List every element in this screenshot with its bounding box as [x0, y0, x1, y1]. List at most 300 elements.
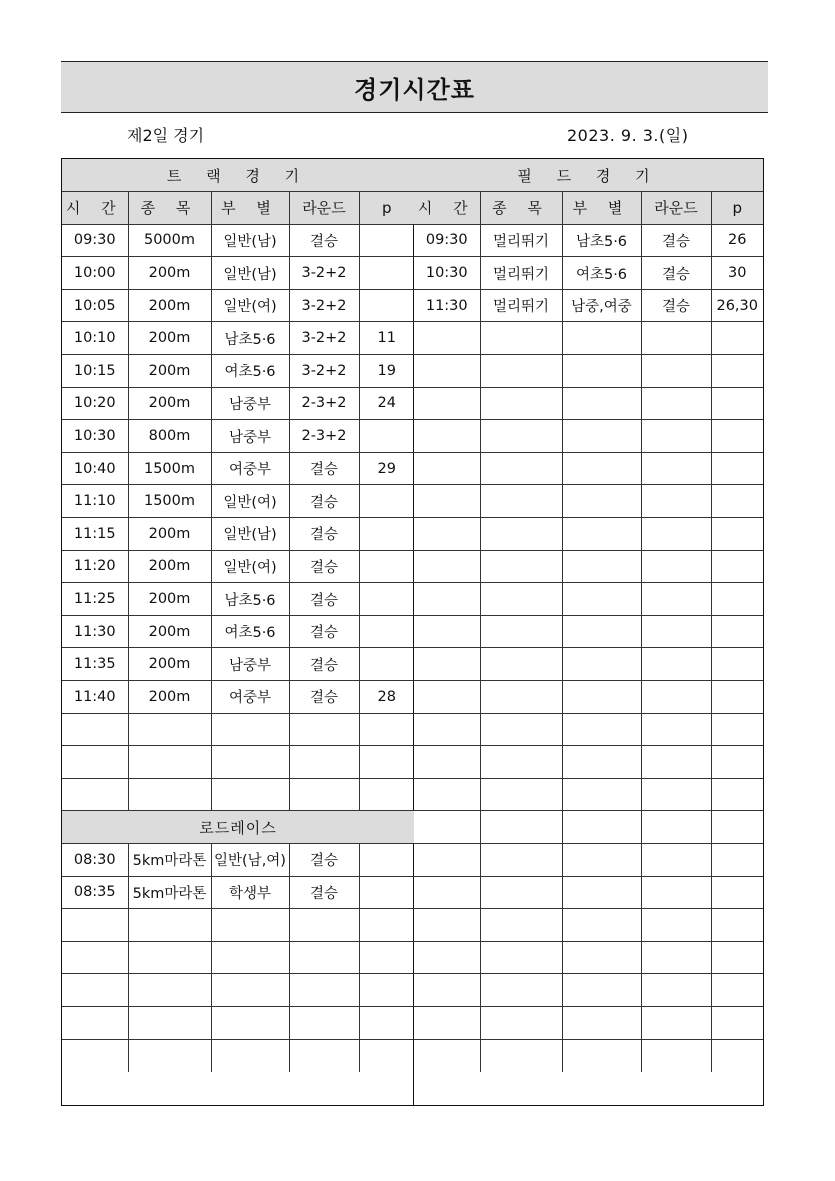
- field-round-cell: [641, 518, 711, 551]
- table-row: [414, 257, 763, 290]
- track-page-cell: [359, 518, 414, 551]
- track-division-cell: 일반(남): [211, 257, 289, 290]
- track-time-cell: 11:15: [62, 518, 128, 551]
- track-event-cell: 800m: [128, 420, 211, 453]
- field-page-cell: [711, 452, 763, 485]
- track-round-cell: [289, 778, 359, 811]
- field-round-cell: [641, 583, 711, 616]
- field-division-cell: [562, 713, 641, 746]
- road-section-label: 로드레이스: [62, 811, 414, 844]
- table-row: [62, 387, 414, 420]
- track-event-cell: 1500m: [128, 452, 211, 485]
- field-header-row: [414, 192, 763, 225]
- track-event-cell: 200m: [128, 518, 211, 551]
- field-event-cell: [480, 387, 562, 420]
- field-page-cell: [711, 322, 763, 355]
- road-time-cell: [62, 1006, 128, 1039]
- field-event-cell: [480, 843, 562, 876]
- table-row: [62, 355, 414, 388]
- field-time-cell: [414, 876, 480, 909]
- table-row: [414, 355, 763, 388]
- table-row: [62, 1039, 414, 1072]
- table-row: [414, 811, 763, 844]
- field-time-cell: [414, 355, 480, 388]
- field-event-cell: [480, 518, 562, 551]
- track-division-cell: 남중부: [211, 420, 289, 453]
- track-event-cell: 200m: [128, 550, 211, 583]
- field-page-cell: [711, 420, 763, 453]
- track-division-cell: 여중부: [211, 452, 289, 485]
- table-row: [414, 224, 763, 257]
- field-page-cell: [711, 1039, 763, 1072]
- track-division-cell: 여초5·6: [211, 615, 289, 648]
- road-division-cell: [211, 974, 289, 1007]
- track-event-cell: 200m: [128, 615, 211, 648]
- track-section-label-row: [62, 159, 414, 192]
- table-row: [414, 387, 763, 420]
- track-round-cell: 2-3+2: [289, 387, 359, 420]
- track-page-cell: [359, 615, 414, 648]
- track-division-cell: 일반(남): [211, 224, 289, 257]
- table-row: [414, 648, 763, 681]
- field-table: [414, 159, 763, 1072]
- track-division-cell: 남초5·6: [211, 583, 289, 616]
- field-header-round: 라운드: [641, 192, 711, 225]
- field-event-cell: [480, 746, 562, 779]
- field-round-cell: [641, 909, 711, 942]
- road-round-cell: 결승: [289, 876, 359, 909]
- field-division-cell: [562, 1039, 641, 1072]
- field-round-cell: [641, 843, 711, 876]
- field-division-cell: [562, 452, 641, 485]
- road-division-cell: [211, 1006, 289, 1039]
- road-event-cell: 5km마라톤: [128, 876, 211, 909]
- road-page-cell: [359, 909, 414, 942]
- track-round-cell: [289, 713, 359, 746]
- road-division-cell: [211, 1039, 289, 1072]
- track-time-cell: 11:35: [62, 648, 128, 681]
- track-time-cell: 10:05: [62, 289, 128, 322]
- track-event-cell: [128, 778, 211, 811]
- track-time-cell: [62, 778, 128, 811]
- road-event-cell: [128, 1039, 211, 1072]
- track-event-cell: 5000m: [128, 224, 211, 257]
- field-page-cell: [711, 941, 763, 974]
- road-event-cell: [128, 974, 211, 1007]
- track-time-cell: 10:40: [62, 452, 128, 485]
- table-row: [62, 974, 414, 1007]
- field-time-cell: [414, 1039, 480, 1072]
- track-round-cell: 3-2+2: [289, 257, 359, 290]
- track-event-cell: [128, 713, 211, 746]
- field-round-cell: [641, 615, 711, 648]
- track-header-time: 시 간: [62, 192, 128, 225]
- track-time-cell: 11:40: [62, 681, 128, 714]
- track-event-cell: 200m: [128, 648, 211, 681]
- field-page-cell: [711, 550, 763, 583]
- track-event-cell: 200m: [128, 583, 211, 616]
- field-round-cell: [641, 485, 711, 518]
- road-round-cell: [289, 909, 359, 942]
- road-division-cell: 일반(남,여): [211, 843, 289, 876]
- field-time-cell: [414, 681, 480, 714]
- field-time-cell: [414, 1006, 480, 1039]
- track-section-label: 트 랙 경 기: [62, 159, 414, 192]
- field-division-cell: [562, 909, 641, 942]
- track-time-cell: [62, 713, 128, 746]
- field-time-cell: [414, 648, 480, 681]
- field-time-cell: [414, 843, 480, 876]
- track-time-cell: 10:10: [62, 322, 128, 355]
- field-section: [414, 159, 763, 1105]
- field-round-cell: [641, 941, 711, 974]
- field-round-cell: [641, 1039, 711, 1072]
- track-page-cell: [359, 550, 414, 583]
- field-time-cell: 10:30: [414, 257, 480, 290]
- track-page-cell: 19: [359, 355, 414, 388]
- road-time-cell: [62, 941, 128, 974]
- field-page-cell: [711, 974, 763, 1007]
- track-round-cell: 결승: [289, 583, 359, 616]
- table-row: [62, 713, 414, 746]
- table-row: [62, 485, 414, 518]
- field-time-cell: 11:30: [414, 289, 480, 322]
- road-round-cell: [289, 941, 359, 974]
- field-page-cell: [711, 713, 763, 746]
- track-division-cell: 일반(여): [211, 550, 289, 583]
- field-event-cell: [480, 713, 562, 746]
- track-division-cell: 일반(남): [211, 518, 289, 551]
- table-row: [414, 420, 763, 453]
- track-division-cell: [211, 713, 289, 746]
- field-division-cell: [562, 322, 641, 355]
- table-row: [414, 550, 763, 583]
- field-header-page: p: [711, 192, 763, 225]
- road-section-label-row: [62, 811, 414, 844]
- table-row: [62, 257, 414, 290]
- track-page-cell: [359, 778, 414, 811]
- field-round-cell: [641, 876, 711, 909]
- track-round-cell: 3-2+2: [289, 322, 359, 355]
- field-round-cell: [641, 974, 711, 1007]
- field-page-cell: [711, 1006, 763, 1039]
- table-row: [414, 1039, 763, 1072]
- table-row: [62, 746, 414, 779]
- field-page-cell: [711, 387, 763, 420]
- track-event-cell: 200m: [128, 681, 211, 714]
- field-division-cell: [562, 811, 641, 844]
- field-page-cell: [711, 811, 763, 844]
- table-row: [414, 583, 763, 616]
- field-division-cell: [562, 615, 641, 648]
- table-row: [414, 778, 763, 811]
- track-page-cell: [359, 224, 414, 257]
- table-row: [414, 518, 763, 551]
- field-division-cell: [562, 583, 641, 616]
- track-division-cell: 남초5·6: [211, 322, 289, 355]
- road-time-cell: [62, 1039, 128, 1072]
- track-page-cell: [359, 485, 414, 518]
- track-time-cell: 10:15: [62, 355, 128, 388]
- track-round-cell: [289, 746, 359, 779]
- track-table: [62, 159, 414, 1072]
- field-section-label-row: [414, 159, 763, 192]
- field-page-cell: [711, 648, 763, 681]
- track-round-cell: 결승: [289, 550, 359, 583]
- table-row: [414, 941, 763, 974]
- field-time-cell: [414, 420, 480, 453]
- table-row: [62, 420, 414, 453]
- track-division-cell: 일반(여): [211, 485, 289, 518]
- track-round-cell: 결승: [289, 648, 359, 681]
- track-round-cell: 결승: [289, 615, 359, 648]
- field-division-cell: [562, 485, 641, 518]
- field-round-cell: [641, 452, 711, 485]
- track-event-cell: 200m: [128, 355, 211, 388]
- field-time-cell: [414, 909, 480, 942]
- table-row: [62, 909, 414, 942]
- field-division-cell: [562, 843, 641, 876]
- road-division-cell: [211, 909, 289, 942]
- road-page-cell: [359, 1039, 414, 1072]
- field-round-cell: [641, 811, 711, 844]
- field-time-cell: [414, 583, 480, 616]
- field-division-cell: [562, 681, 641, 714]
- field-event-cell: [480, 941, 562, 974]
- field-division-cell: 남중,여중: [562, 289, 641, 322]
- table-row: [62, 615, 414, 648]
- field-header-time: 시 간: [414, 192, 480, 225]
- track-page-cell: [359, 289, 414, 322]
- field-page-cell: 26: [711, 224, 763, 257]
- track-time-cell: 10:30: [62, 420, 128, 453]
- field-round-cell: 결승: [641, 289, 711, 322]
- track-page-cell: 24: [359, 387, 414, 420]
- field-time-cell: [414, 452, 480, 485]
- field-event-cell: [480, 909, 562, 942]
- track-division-cell: [211, 746, 289, 779]
- track-time-cell: [62, 746, 128, 779]
- road-time-cell: 08:30: [62, 843, 128, 876]
- field-event-cell: [480, 322, 562, 355]
- field-division-cell: [562, 1006, 641, 1039]
- field-round-cell: [641, 420, 711, 453]
- field-division-cell: [562, 355, 641, 388]
- table-row: [414, 681, 763, 714]
- track-page-cell: [359, 746, 414, 779]
- field-round-cell: 결승: [641, 224, 711, 257]
- field-round-cell: [641, 1006, 711, 1039]
- field-round-cell: [641, 713, 711, 746]
- road-page-cell: [359, 974, 414, 1007]
- track-page-cell: 11: [359, 322, 414, 355]
- field-event-cell: [480, 485, 562, 518]
- table-row: [62, 452, 414, 485]
- field-round-cell: [641, 355, 711, 388]
- field-division-cell: 남초5·6: [562, 224, 641, 257]
- road-event-cell: [128, 1006, 211, 1039]
- road-division-cell: [211, 941, 289, 974]
- field-event-cell: [480, 550, 562, 583]
- road-time-cell: [62, 974, 128, 1007]
- field-page-cell: [711, 681, 763, 714]
- table-row: [62, 289, 414, 322]
- track-division-cell: 일반(여): [211, 289, 289, 322]
- road-time-cell: 08:35: [62, 876, 128, 909]
- field-round-cell: [641, 681, 711, 714]
- track-page-cell: 29: [359, 452, 414, 485]
- track-time-cell: 10:20: [62, 387, 128, 420]
- field-time-cell: [414, 941, 480, 974]
- road-page-cell: [359, 876, 414, 909]
- table-row: [414, 713, 763, 746]
- track-page-cell: [359, 420, 414, 453]
- field-division-cell: [562, 974, 641, 1007]
- track-round-cell: 결승: [289, 485, 359, 518]
- field-page-cell: [711, 778, 763, 811]
- road-round-cell: 결승: [289, 843, 359, 876]
- field-event-cell: [480, 974, 562, 1007]
- track-page-cell: [359, 583, 414, 616]
- field-page-cell: [711, 909, 763, 942]
- road-page-cell: [359, 843, 414, 876]
- field-event-cell: 멀리뛰기: [480, 224, 562, 257]
- track-round-cell: 결승: [289, 452, 359, 485]
- track-time-cell: 11:10: [62, 485, 128, 518]
- track-time-cell: 10:00: [62, 257, 128, 290]
- track-division-cell: 남중부: [211, 648, 289, 681]
- field-round-cell: 결승: [641, 257, 711, 290]
- field-event-cell: 멀리뛰기: [480, 257, 562, 290]
- field-round-cell: [641, 387, 711, 420]
- track-event-cell: [128, 746, 211, 779]
- track-round-cell: 결승: [289, 681, 359, 714]
- track-round-cell: 2-3+2: [289, 420, 359, 453]
- track-division-cell: 여초5·6: [211, 355, 289, 388]
- field-time-cell: [414, 518, 480, 551]
- field-round-cell: [641, 322, 711, 355]
- track-time-cell: 11:30: [62, 615, 128, 648]
- field-event-cell: 멀리뛰기: [480, 289, 562, 322]
- field-event-cell: [480, 615, 562, 648]
- table-row: [62, 778, 414, 811]
- road-event-cell: [128, 909, 211, 942]
- field-time-cell: [414, 485, 480, 518]
- field-event-cell: [480, 1039, 562, 1072]
- road-round-cell: [289, 974, 359, 1007]
- field-division-cell: [562, 387, 641, 420]
- track-header-row: [62, 192, 414, 225]
- field-page-cell: 30: [711, 257, 763, 290]
- field-event-cell: [480, 681, 562, 714]
- field-page-cell: [711, 843, 763, 876]
- field-round-cell: [641, 550, 711, 583]
- table-row: [414, 289, 763, 322]
- field-division-cell: [562, 420, 641, 453]
- field-division-cell: [562, 778, 641, 811]
- field-page-cell: [711, 746, 763, 779]
- road-event-cell: 5km마라톤: [128, 843, 211, 876]
- field-event-cell: [480, 811, 562, 844]
- field-event-cell: [480, 876, 562, 909]
- track-event-cell: 200m: [128, 289, 211, 322]
- field-time-cell: [414, 713, 480, 746]
- table-row: [414, 322, 763, 355]
- table-row: [414, 746, 763, 779]
- field-page-cell: [711, 518, 763, 551]
- table-row: [62, 550, 414, 583]
- track-division-cell: 남중부: [211, 387, 289, 420]
- field-division-cell: [562, 648, 641, 681]
- track-division-cell: [211, 778, 289, 811]
- track-division-cell: 여중부: [211, 681, 289, 714]
- field-page-cell: [711, 876, 763, 909]
- field-event-cell: [480, 452, 562, 485]
- field-page-cell: [711, 615, 763, 648]
- field-time-cell: [414, 615, 480, 648]
- field-division-cell: [562, 746, 641, 779]
- table-row: [62, 843, 414, 876]
- table-row: [414, 452, 763, 485]
- road-round-cell: [289, 1006, 359, 1039]
- table-row: [62, 583, 414, 616]
- track-round-cell: 결승: [289, 518, 359, 551]
- field-division-cell: [562, 518, 641, 551]
- schedule-grid: [61, 158, 764, 1106]
- table-row: [414, 909, 763, 942]
- road-page-cell: [359, 1006, 414, 1039]
- road-round-cell: [289, 1039, 359, 1072]
- track-header-event: 종 목: [128, 192, 211, 225]
- road-time-cell: [62, 909, 128, 942]
- track-time-cell: 11:20: [62, 550, 128, 583]
- track-time-cell: 11:25: [62, 583, 128, 616]
- track-section: [62, 159, 414, 1105]
- field-header-division: 부 별: [562, 192, 641, 225]
- table-row: [62, 322, 414, 355]
- track-time-cell: 09:30: [62, 224, 128, 257]
- field-event-cell: [480, 648, 562, 681]
- track-event-cell: 200m: [128, 322, 211, 355]
- field-round-cell: [641, 778, 711, 811]
- day-label: 제2일 경기: [127, 126, 205, 145]
- field-time-cell: [414, 778, 480, 811]
- track-event-cell: 200m: [128, 257, 211, 290]
- field-event-cell: [480, 420, 562, 453]
- track-event-cell: 200m: [128, 387, 211, 420]
- track-page-cell: 28: [359, 681, 414, 714]
- field-division-cell: [562, 550, 641, 583]
- track-round-cell: 3-2+2: [289, 289, 359, 322]
- field-time-cell: [414, 811, 480, 844]
- field-event-cell: [480, 583, 562, 616]
- table-row: [414, 1006, 763, 1039]
- field-page-cell: [711, 355, 763, 388]
- field-division-cell: [562, 876, 641, 909]
- table-row: [414, 843, 763, 876]
- table-row: [414, 974, 763, 1007]
- track-event-cell: 1500m: [128, 485, 211, 518]
- field-header-event: 종 목: [480, 192, 562, 225]
- field-section-label: 필 드 경 기: [414, 159, 763, 192]
- date-label: 2023. 9. 3.(일): [567, 126, 689, 145]
- field-time-cell: [414, 974, 480, 1007]
- table-row: [62, 648, 414, 681]
- table-row: [62, 1006, 414, 1039]
- track-header-round: 라운드: [289, 192, 359, 225]
- field-time-cell: [414, 550, 480, 583]
- field-page-cell: [711, 583, 763, 616]
